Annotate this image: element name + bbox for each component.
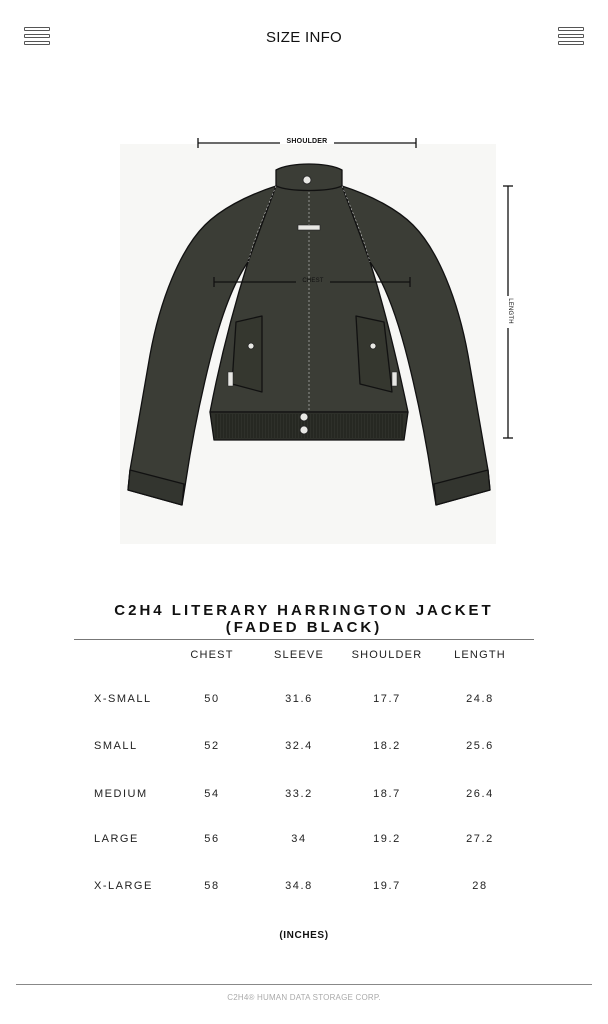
left-pocket xyxy=(232,316,262,392)
left-pocket-tab xyxy=(228,372,233,386)
column-header-length: LENGTH xyxy=(454,649,506,661)
shoulder-value: 18.7 xyxy=(373,788,401,800)
chest-value: 50 xyxy=(204,693,220,705)
size-row-small xyxy=(74,740,534,760)
product-title xyxy=(74,602,534,636)
length-value: 25.6 xyxy=(466,740,494,752)
sleeve-value: 34 xyxy=(291,833,307,845)
page-title: SIZE INFO xyxy=(265,29,343,46)
chest-measure-label: CHEST xyxy=(302,278,324,284)
column-header-shoulder: SHOULDER xyxy=(351,649,423,661)
length-value: 24.8 xyxy=(466,693,494,705)
column-header-chest: CHEST xyxy=(190,649,234,661)
column-header-sleeve: SLEEVE xyxy=(273,649,324,661)
waist-button-top xyxy=(300,413,308,421)
size-row-x-small xyxy=(74,693,534,713)
size-name: X-LARGE xyxy=(94,880,153,892)
left-pocket-button xyxy=(248,343,254,349)
size-name: MEDIUM xyxy=(94,788,148,800)
footer-copyright: C2H4® HUMAN DATA STORAGE CORP. xyxy=(227,993,381,1002)
shoulder-value: 17.7 xyxy=(373,693,401,705)
sleeve-value: 33.2 xyxy=(285,788,313,800)
size-row-large xyxy=(74,833,534,853)
footer-divider xyxy=(16,984,592,985)
size-row-medium xyxy=(74,788,534,808)
right-pocket-button xyxy=(370,343,376,349)
right-pocket-tab xyxy=(392,372,397,386)
product-title-line2: (FADED BLACK) xyxy=(225,619,383,636)
sleeve-value: 32.4 xyxy=(285,740,313,752)
chest-value: 56 xyxy=(204,833,220,845)
length-measure-label: LENGTH xyxy=(507,298,513,324)
shoulder-value: 19.2 xyxy=(373,833,401,845)
brand-tab xyxy=(298,225,320,230)
chest-value: 58 xyxy=(204,880,220,892)
waist-button-bottom xyxy=(300,426,308,434)
length-value: 28 xyxy=(472,880,488,892)
sleeve-value: 31.6 xyxy=(285,693,313,705)
length-value: 27.2 xyxy=(466,833,494,845)
length-value: 26.4 xyxy=(466,788,494,800)
sleeve-value: 34.8 xyxy=(285,880,313,892)
chest-value: 52 xyxy=(204,740,220,752)
size-name: X-SMALL xyxy=(94,693,152,705)
shoulder-value: 19.7 xyxy=(373,880,401,892)
size-row-x-large xyxy=(74,880,534,900)
collar-button xyxy=(303,176,311,184)
chest-value: 54 xyxy=(204,788,220,800)
units-note: (INCHES) xyxy=(279,930,329,941)
size-table xyxy=(74,640,534,892)
size-name: LARGE xyxy=(94,833,139,845)
size-name: SMALL xyxy=(94,740,138,752)
shoulder-measure-label: SHOULDER xyxy=(286,138,328,145)
jacket-drawing xyxy=(128,164,490,505)
shoulder-value: 18.2 xyxy=(373,740,401,752)
size-table-header xyxy=(74,640,534,670)
product-title-line1: C2H4 LITERARY HARRINGTON JACKET xyxy=(114,602,494,619)
